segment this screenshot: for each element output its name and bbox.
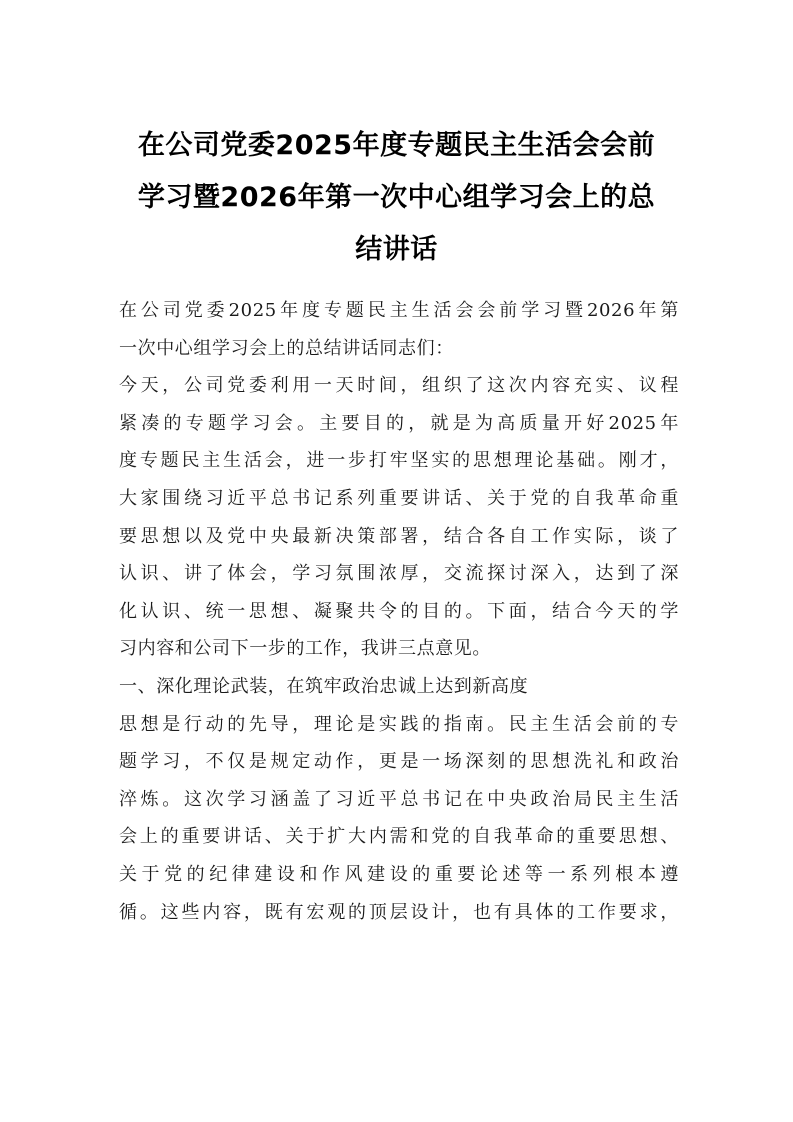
body-line: 今天，公司党委利用一天时间，组织了这次内容充实、议程 bbox=[119, 375, 679, 397]
body-line: 一次中心组学习会上的总结讲话同志们： bbox=[119, 337, 454, 359]
section-heading: 一、深化理论武装，在筑牢政治忠诚上达到新高度 bbox=[119, 675, 529, 697]
body-line: 大家围绕习近平总书记系列重要讲话、关于党的自我革命重 bbox=[119, 487, 679, 509]
body-line: 思想是行动的先导，理论是实践的指南。民主生活会前的专 bbox=[119, 713, 679, 735]
body-line: 紧凑的专题学习会。主要目的，就是为高质量开好2025年 bbox=[119, 412, 679, 434]
body-line: 关于党的纪律建设和作风建设的重要论述等一系列根本遵 bbox=[119, 863, 679, 885]
body-line: 淬炼。这次学习涵盖了习近平总书记在中央政治局民主生活 bbox=[119, 788, 679, 810]
body-line: 认识、讲了体会，学习氛围浓厚，交流探讨深入，达到了深 bbox=[119, 563, 679, 585]
body-line: 化认识、统一思想、凝聚共令的目的。下面，结合今天的学 bbox=[119, 600, 679, 622]
document-body bbox=[119, 292, 679, 931]
body-line: 在公司党委2025年度专题民主生活会会前学习暨2026年第 bbox=[119, 300, 679, 321]
body-line: 题学习，不仅是规定动作，更是一场深刻的思想洗礼和政治 bbox=[119, 751, 679, 773]
title-line-3: 结讲话 bbox=[355, 234, 438, 265]
body-line: 度专题民主生活会，进一步打牢坚实的思想理论基础。刚才， bbox=[119, 450, 679, 472]
title-line-2: 学习暨2026年第一次中心组学习会上的总 bbox=[137, 182, 656, 213]
body-line: 会上的重要讲话、关于扩大内需和党的自我革命的重要思想、 bbox=[119, 826, 679, 848]
body-line: 习内容和公司下一步的工作，我讲三点意见。 bbox=[119, 638, 491, 660]
title-line-1: 在公司党委2025年度专题民主生活会会前 bbox=[137, 130, 656, 161]
document-title bbox=[110, 120, 683, 276]
body-line: 要思想以及党中央最新决策部署，结合各自工作实际，谈了 bbox=[119, 525, 679, 547]
body-line: 循。这些内容，既有宏观的顶层设计，也有具体的工作要求， bbox=[119, 901, 679, 923]
